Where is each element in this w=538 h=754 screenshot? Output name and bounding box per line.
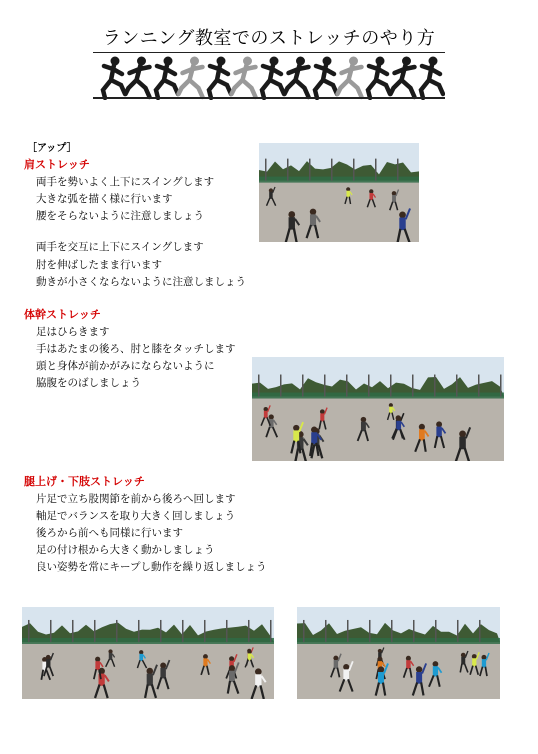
instruction-line: 腰をそらないように注意しましょう	[36, 210, 204, 222]
instruction-line: 動きが小さくならないように注意しましょう	[36, 276, 246, 288]
instruction-line: 手はあたまの後ろ、肘と膝をタッチします	[36, 343, 236, 355]
shoulder-stretch-photo	[259, 143, 419, 242]
instruction-line: 大きな弧を描く様に行います	[36, 193, 173, 205]
instruction-line: 足はひらきます	[36, 326, 110, 338]
instruction-line: 片足で立ち股関節を前から後ろへ回します	[36, 493, 236, 505]
leg-stretch-photo-right	[297, 607, 500, 699]
heading-leg-stretch: 腿上げ・下肢ストレッチ	[24, 475, 145, 488]
core-stretch-photo	[252, 357, 504, 461]
heading-shoulder-stretch: 肩ストレッチ	[24, 158, 90, 171]
instruction-line: 肘を伸ばしたまま行います	[36, 259, 162, 271]
instruction-line: 良い姿勢を常にキープし動作を繰り返しましょう	[36, 561, 267, 573]
instruction-line: 両手を勢いよく上下にスイングします	[36, 176, 215, 188]
instruction-line: 頭と身体が前かがみにならないように	[36, 360, 215, 372]
instruction-line: 軸足でバランスを取り大きく回しましょう	[36, 510, 236, 522]
running-silhouettes-icon	[93, 54, 445, 100]
instruction-line: 後ろから前へも同様に行います	[36, 527, 183, 539]
title-divider	[93, 52, 445, 53]
instruction-line: 足の付け根から大きく動かしましょう	[36, 544, 215, 556]
page-title: ランニング教室でのストレッチのやり方	[102, 28, 436, 49]
heading-core-stretch: 体幹ストレッチ	[24, 308, 101, 321]
leg-stretch-photo-left	[22, 607, 274, 699]
section-label-up: ［アップ］	[27, 143, 77, 154]
instruction-line: 脇腹をのばしましょう	[36, 377, 141, 389]
instruction-line: 両手を交互に上下にスイングします	[36, 241, 204, 253]
